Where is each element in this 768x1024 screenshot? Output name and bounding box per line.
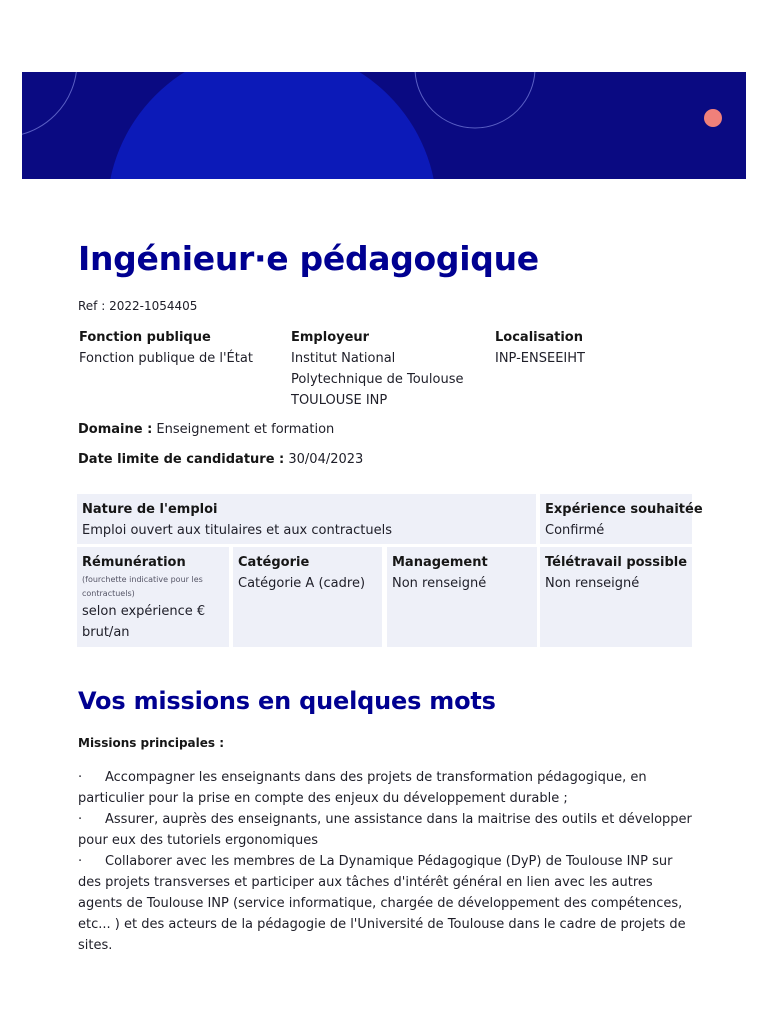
employeur-block [291,327,486,411]
experience-card [540,494,703,544]
localisation-label: Localisation [495,330,583,345]
teletravail-value: Non renseigné [545,576,640,591]
teletravail-card [540,547,692,647]
fonction-publique-label: Fonction publique [79,330,211,345]
management-card [387,547,537,647]
mission-item [78,767,698,809]
categorie-label: Catégorie [238,555,310,570]
fonction-publique-block [79,327,279,369]
employeur-label: Employeur [291,330,370,345]
missions-section-title: Vos missions en quelques mots [78,687,496,715]
teletravail-label: Télétravail possible [545,555,688,570]
categorie-card [233,547,382,647]
management-value: Non renseigné [392,576,487,591]
management-label: Management [392,555,488,570]
employeur-line: Polytechnique de Toulouse [291,372,464,387]
remuneration-label: Rémunération [82,555,186,570]
nature-emploi-card [77,494,536,544]
employeur-line: Institut National [291,351,396,366]
bullet-icon: · [78,770,83,785]
experience-label: Expérience souhaitée [545,502,703,517]
localisation-block [495,327,695,369]
remuneration-note: (fourchette indicative pour les contractuels) [82,575,203,598]
date-limite-label: Date limite de candidature : [78,452,285,467]
banner-graphic [22,72,746,179]
job-title: Ingénieur·e pédagogique [78,239,539,278]
mission-text: Collaborer avec les membres de La Dynamique Pédagogique (DyP) de Toulouse INP sur des projets transverses et participer aux tâches d'intérêt général en lien avec les autres agents de Toulouse INP (service informatique, chargée de développement des compétences, etc... ) et des acteurs de la pédagogie de l'Université de Toulouse dans le cadre de projets de sites. [78,854,686,953]
nature-emploi-label: Nature de l'emploi [82,502,218,517]
remuneration-value: selon expérience € brut/an [82,604,206,640]
date-limite-line [78,451,363,469]
missions-list [78,767,698,956]
mission-item [78,809,698,851]
categorie-value: Catégorie A (cadre) [238,576,366,591]
bullet-icon: · [78,812,83,827]
mission-text: Accompagner les enseignants dans des projets de transformation pédagogique, en particulier pour la prise en compte des enjeux du développement durable ; [78,770,647,806]
nature-emploi-value: Emploi ouvert aux titulaires et aux contractuels [82,523,393,538]
job-reference: Ref : 2022-1054405 [78,299,198,313]
experience-value: Confirmé [545,523,605,538]
bullet-icon: · [78,854,83,869]
fonction-publique-value: Fonction publique de l'État [79,351,253,366]
localisation-value: INP-ENSEEIHT [495,351,585,366]
header-banner [22,72,746,179]
domaine-value: Enseignement et formation [152,422,335,437]
mission-item [78,851,698,956]
missions-principales-label: Missions principales : [78,736,225,750]
banner-dot [704,109,722,127]
remuneration-card [77,547,229,647]
employeur-line: TOULOUSE INP [291,393,388,408]
domaine-line [78,421,334,439]
date-limite-value: 30/04/2023 [284,452,364,467]
mission-text: Assurer, auprès des enseignants, une assistance dans la maitrise des outils et développer pour eux des tutoriels ergonomiques [78,812,692,848]
domaine-label: Domaine : [78,422,153,437]
